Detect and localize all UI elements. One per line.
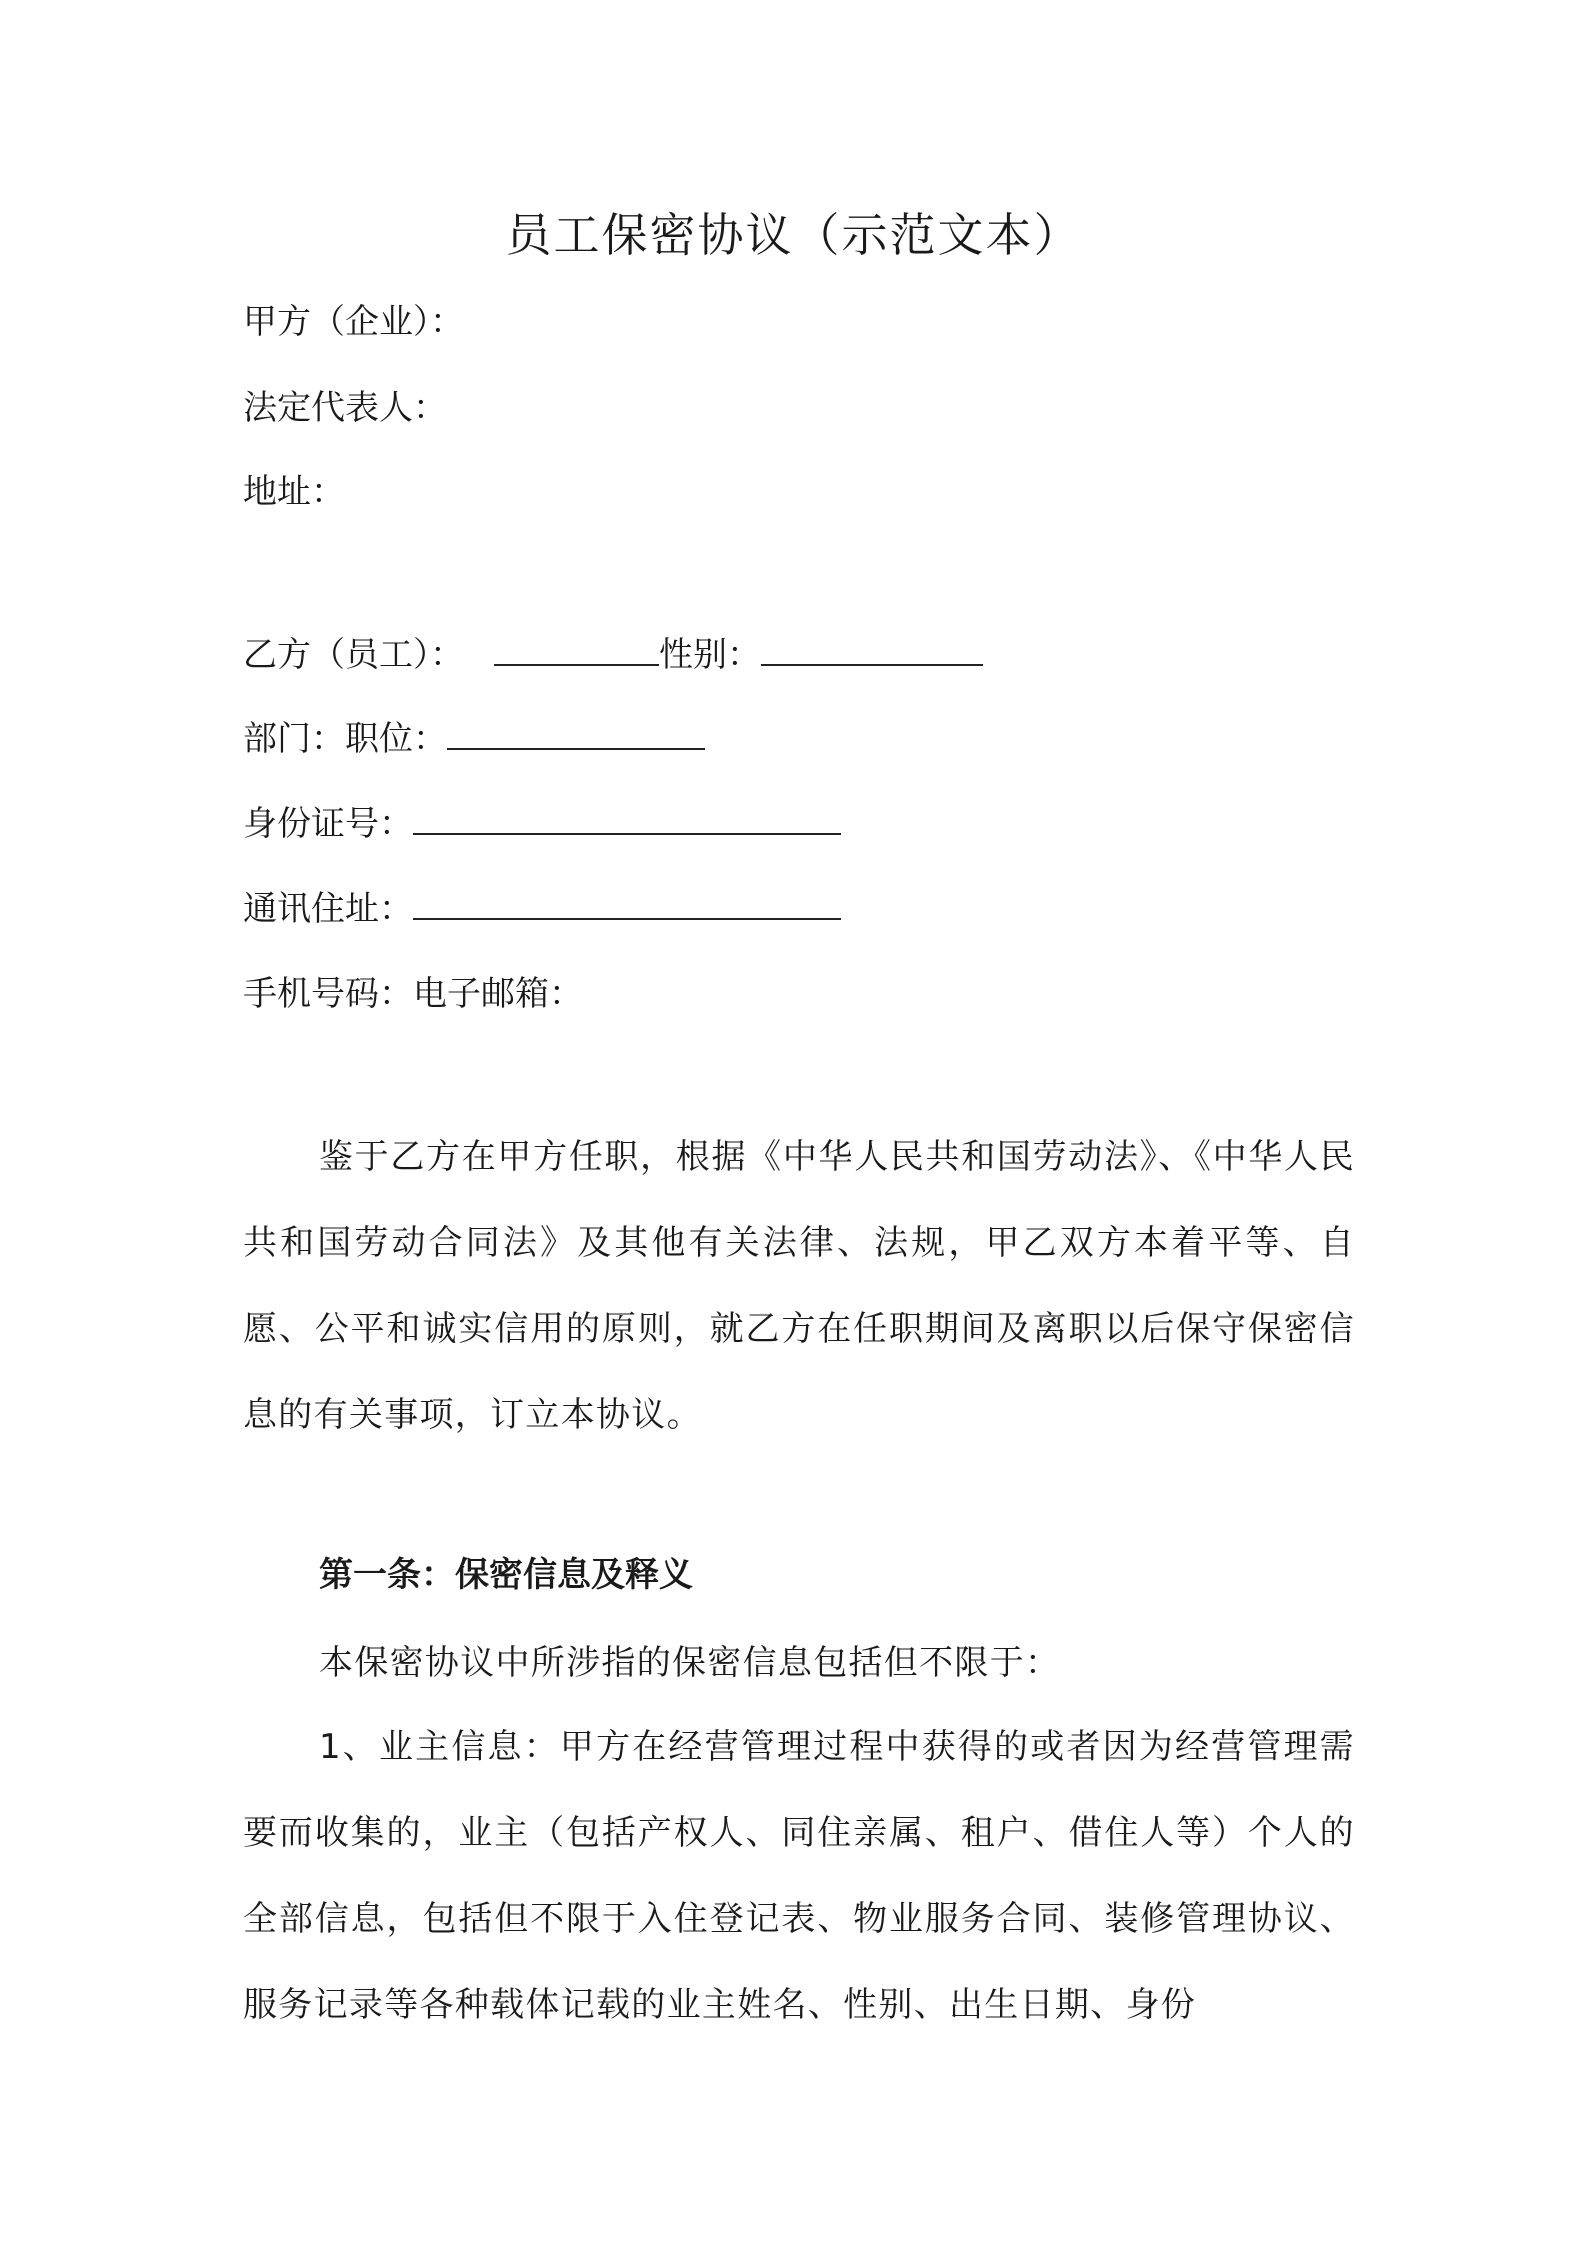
legal-representative-label: 法定代表人： [243,388,447,428]
employee-name-field[interactable] [494,630,659,666]
document-title: 员工保密协议（示范文本） [505,208,1082,262]
party-a-address-label: 地址： [243,472,345,512]
phone-email-label: 手机号码：电子邮箱： [243,974,583,1014]
party-b-row [243,630,983,680]
party-b-employee-label: 乙方（员工）： [243,635,464,675]
dept-position-label: 部门：职位： [243,719,447,759]
dept-row [243,714,705,764]
article-1-item-1: 1、业主信息：甲方在经营管理过程中获得的或者因为经营管理需要而收集的，业主（包括产权人、同住亲属、租户、借住人等）个人的全部信息，包括但不限于入住登记表、物业服务合同、装修管理协议、服务记录等各种载体记载的业主姓名、性别、出生日期、身份 [243,1727,1355,2025]
article-1-intro: 本保密协议中所涉指的保密信息包括但不限于： [319,1643,1061,1683]
gender-label: 性别： [659,635,761,675]
id-number-field[interactable] [413,799,841,835]
gender-field[interactable] [761,630,983,666]
contact-address-label: 通讯住址： [243,889,413,929]
contact-address-field[interactable] [413,884,841,920]
article-1-heading: 第一条：保密信息及释义 [319,1555,693,1595]
preamble-paragraph: 鉴于乙方在甲方任职，根据《中华人民共和国劳动法》、《中华人民共和国劳动合同法》及其他有关法律、法规，甲乙双方本着平等、自愿、公平和诚实信用的原则，就乙方在任职期间及离职以后保守保密信息的有关事项，订立本协议。 [243,1137,1355,1435]
id-number-label: 身份证号： [243,804,413,844]
contact-address-row [243,884,841,934]
party-a-enterprise-label: 甲方（企业）： [243,302,464,342]
dept-position-field[interactable] [447,714,705,750]
id-row [243,799,841,849]
